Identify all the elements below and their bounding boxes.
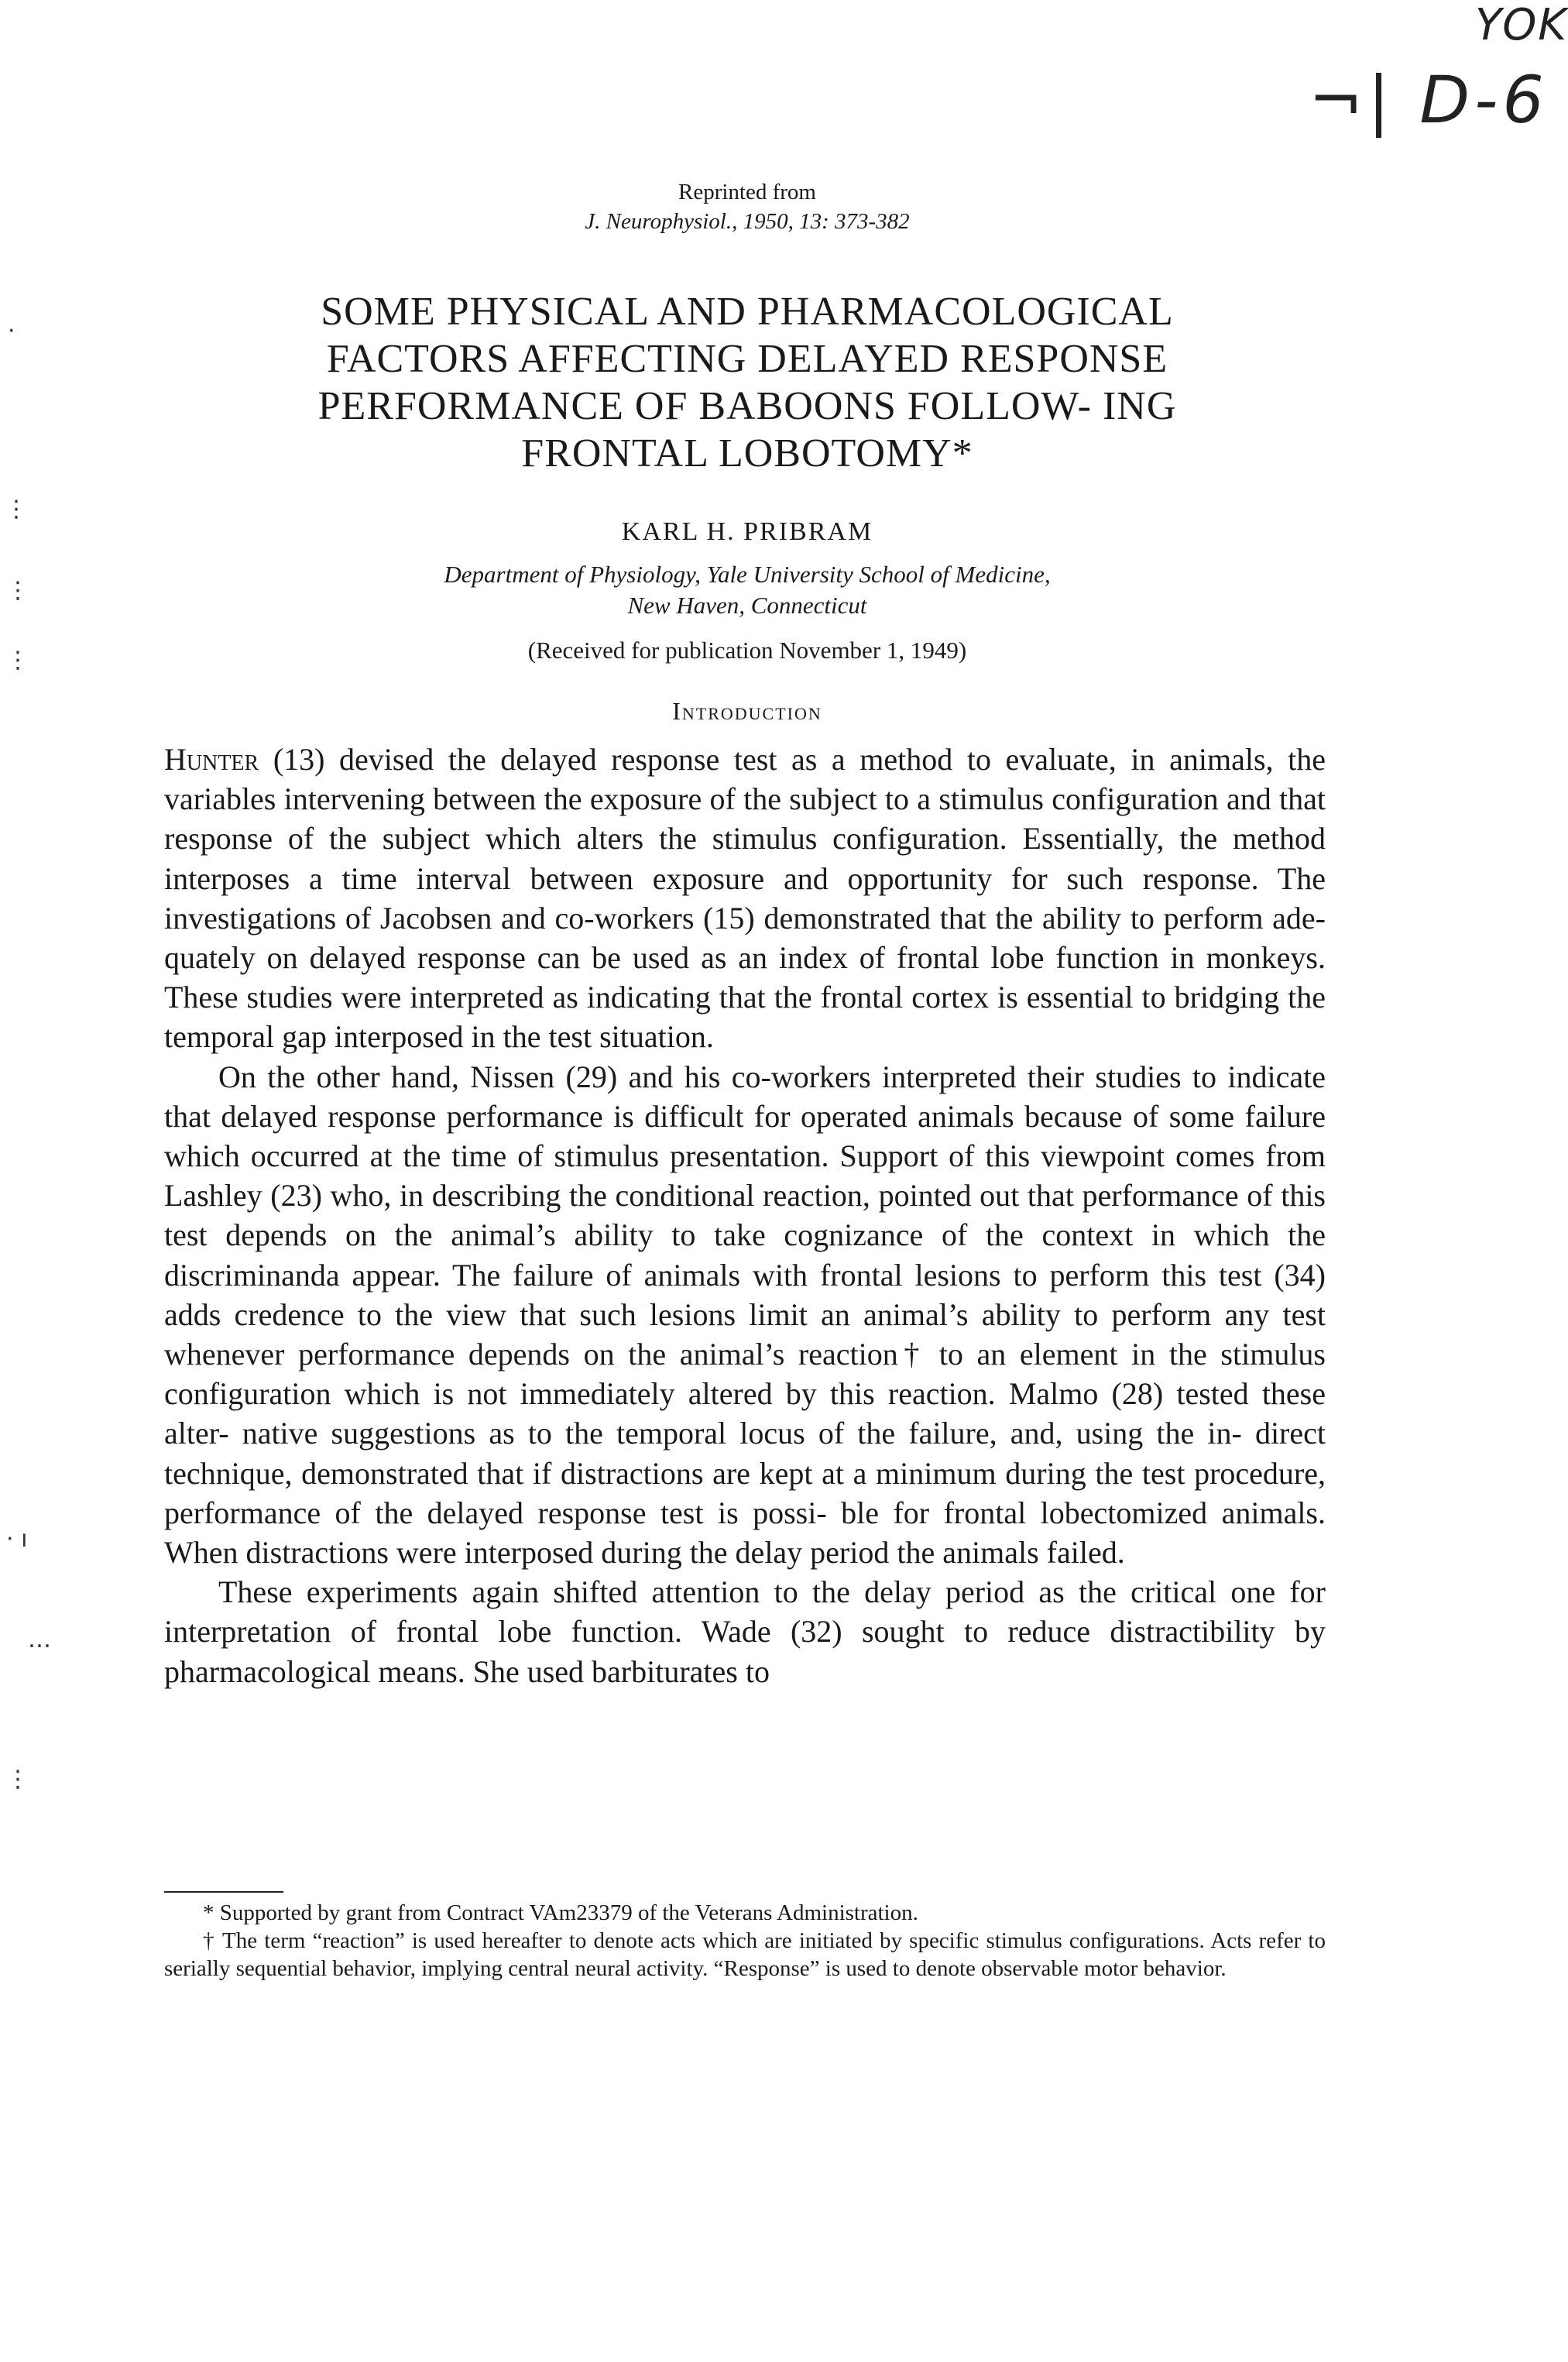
scan-margin-mark: · ı (6, 1526, 28, 1553)
author-affiliation (0, 559, 1494, 621)
footnote: * Supported by grant from Contract VAm23379 of the Veterans Administration. (203, 1900, 918, 1925)
page-title: SOME PHYSICAL AND PHARMACOLOGICAL FACTORS AFFECTING DELAYED RESPONSE PERFORMANCE OF BABOONS FOLLOW- ING FRONTAL LOBOTOMY* (317, 290, 1177, 475)
reprint-citation: J. Neurophysiol., 1950, 13: 373-382 (585, 209, 910, 234)
lead-word: Hunter (164, 742, 259, 777)
handwritten-document-code: ¬| D-6 (1309, 62, 1549, 138)
footnotes (164, 1899, 1326, 1983)
affiliation-line: Department of Physiology, Yale University School of Medicine, (444, 561, 1051, 588)
paragraph: These experiments again shifted attention to the delay period as the critical one for interpretation of frontal lobe function. Wade (32) sought to reduce distractibility by pharmacological means. She used barbiturates to (164, 1574, 1326, 1689)
scan-margin-mark: … (28, 1626, 51, 1653)
scan-margin-mark: ⋮ (5, 496, 28, 523)
author-name: KARL H. PRIBRAM (621, 517, 873, 546)
section-heading: Introduction (672, 697, 822, 725)
scan-margin-mark: · (8, 318, 15, 345)
received-date: (Received for publication November 1, 1949) (527, 637, 967, 664)
reprint-label: Reprinted from (678, 180, 816, 204)
body-text (164, 740, 1326, 1691)
paragraph (164, 740, 1326, 1057)
handwritten-corner-note: YOK (1475, 0, 1568, 50)
scan-margin-mark: ⋮ (6, 1766, 29, 1793)
paragraph-text: (13) devised the delayed response test as a method to evaluate, in animals, the variables intervening between the exposure of the subject to a stimulus configuration and that response of the subject which alters the stimulus configuration. Essentially, the method interposes a time interval between exposure and opportunity for such response. The investigations of Jacobsen and co-workers (15) demonstrated that the ability to perform ade- quately on delayed response can be used as an index of frontal lobe function in monkeys. These studies were interpreted as indicating that the frontal cortex is essential to bridging the temporal gap interposed in the test situation. (164, 742, 1326, 1055)
footnote-divider (164, 1891, 283, 1893)
scan-margin-mark: ⋮ (6, 647, 29, 674)
footnote: † The term “reaction” is used hereafter to denote acts which are initiated by specific stimulus configurations. Acts refer to serially sequential behavior, implying central neural activity. “Response” is used to denote observable motor behavior. (164, 1928, 1326, 1981)
scan-margin-mark: ⋮ (6, 577, 29, 604)
paragraph: On the other hand, Nissen (29) and his co-workers interpreted their studies to indicate that delayed response performance is difficult for operated animals because of some failure which occurred at the time of stimulus presentation. Support of this viewpoint comes from Lashley (23) who, in describing the conditional reaction, pointed out that performance of this test depends on the animal’s ability to take cognizance of the context in which the discriminanda appear. The failure of animals with frontal lesions to perform this test (34) adds credence to the view that such lesions limit an animal’s ability to perform any test whenever performance depends on the animal’s reaction† to an element in the stimulus configuration which is not immediately altered by this reaction. Malmo (28) tested these alter- native suggestions as to the temporal locus of the failure, and, using the in- direct technique, demonstrated that if distractions are kept at a minimum during the test procedure, performance of the delayed response test is possi- ble for frontal lobectomized animals. When distractions were interposed during the delay period the animals failed. (164, 1059, 1326, 1571)
affiliation-line: New Haven, Connecticut (627, 592, 867, 619)
